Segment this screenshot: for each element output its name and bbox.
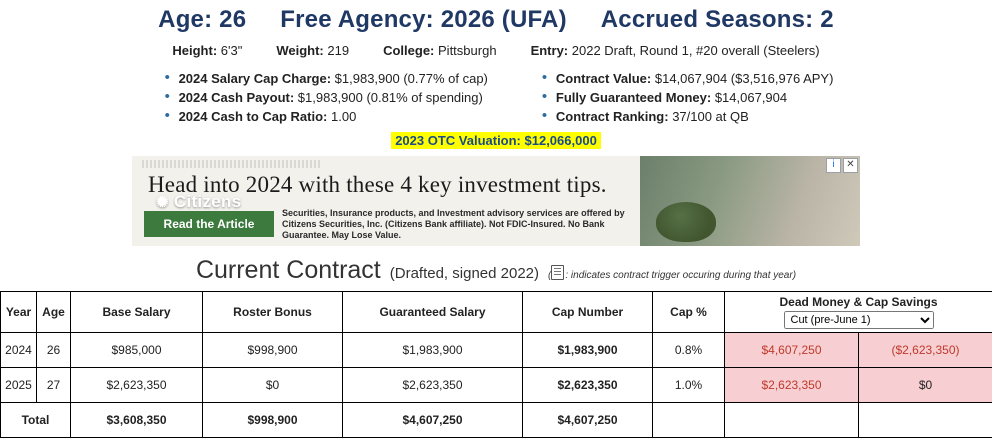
stat-accrued-seasons — [601, 6, 834, 34]
ad-cta-button[interactable]: Read the Article — [144, 211, 274, 237]
column-header-roster-bonus: Roster Bonus — [203, 292, 343, 333]
citizens-logo-icon: ✺ — [156, 193, 169, 211]
cell-cap-pct: 1.0% — [653, 368, 725, 403]
detail-entry — [531, 43, 820, 58]
cell-total-base-salary: $3,608,350 — [71, 403, 203, 438]
ad-disclaimer: Securities, Insurance products, and Investment advisory services are offered by Citizens Securities, Inc. (Citizens Bank affiliate). Not FDIC-Insured. No Bank Guarantee. May Lose Value. — [282, 208, 632, 241]
detail-height-value: 6'3" — [221, 43, 243, 58]
column-header-age: Age — [37, 292, 71, 333]
trigger-note: ( : indicates contract trigger occuring during that year) — [548, 265, 796, 281]
column-header-guaranteed-salary: Guaranteed Salary — [343, 292, 523, 333]
cell-total-label: Total — [1, 403, 71, 438]
cell-total-roster-bonus: $998,900 — [203, 403, 343, 438]
ad-headline: Head into 2024 with these 4 key investment tips. — [148, 172, 628, 198]
cell-total-dead-money — [725, 403, 859, 438]
bullets-right — [536, 69, 834, 126]
cell-guaranteed-salary: $2,623,350 — [343, 368, 523, 403]
bullet-cash-payout-label: 2024 Cash Payout: — [179, 90, 295, 105]
ad-brand-name: Citizens — [174, 192, 242, 211]
player-summary — [0, 0, 992, 58]
bullet-guaranteed-money — [554, 88, 834, 107]
bullet-contract-ranking-value: 37/100 at QB — [672, 109, 749, 124]
column-header-cap-pct: Cap % — [653, 292, 725, 333]
detail-entry-value: 2022 Draft, Round 1, #20 overall (Steelers) — [572, 43, 820, 58]
cell-age: 26 — [37, 333, 71, 368]
stat-free-agency — [280, 6, 566, 34]
ad-choices-controls[interactable] — [826, 158, 858, 173]
cell-cap-savings: $0 — [859, 368, 992, 403]
bullet-cap-charge-value: $1,983,900 (0.77% of cap) — [335, 71, 488, 86]
stat-accrued-seasons-value: 2 — [820, 6, 834, 33]
detail-weight-value: 219 — [327, 43, 349, 58]
table-total-row — [1, 403, 992, 438]
cell-total-cap-number: $4,607,250 — [523, 403, 653, 438]
cell-dead-money: $2,623,350 — [725, 368, 859, 403]
bullet-contract-value-value: $14,067,904 ($3,516,976 APY) — [655, 71, 834, 86]
headline-stats — [0, 6, 992, 34]
cell-cap-number: $1,983,900 — [523, 333, 653, 368]
detail-weight-label: Weight: — [276, 43, 323, 58]
cell-roster-bonus: $0 — [203, 368, 343, 403]
contract-trigger-icon — [551, 265, 564, 280]
table-row — [1, 333, 992, 368]
bullet-cash-payout — [177, 88, 488, 107]
bullet-guaranteed-money-value: $14,067,904 — [715, 90, 787, 105]
ad-decorative-rule — [142, 160, 322, 168]
detail-height — [172, 43, 242, 58]
bullets-left — [159, 69, 488, 126]
cell-total-cap-savings — [859, 403, 992, 438]
cell-cap-number: $2,623,350 — [523, 368, 653, 403]
column-header-cap-number: Cap Number — [523, 292, 653, 333]
table-header-row — [1, 292, 992, 333]
stat-accrued-seasons-label: Accrued Seasons: — [601, 6, 814, 33]
contract-table — [0, 291, 992, 438]
detail-entry-label: Entry: — [531, 43, 569, 58]
detail-college — [383, 43, 496, 58]
contract-bullets — [0, 69, 992, 126]
bullet-cash-payout-value: $1,983,900 (0.81% of spending) — [298, 90, 483, 105]
player-details — [0, 43, 992, 58]
contract-title: Current Contract — [196, 256, 381, 285]
cell-age: 27 — [37, 368, 71, 403]
contract-subtitle: (Drafted, signed 2022) — [390, 265, 539, 282]
trigger-note-text: : indicates contract trigger occuring during that year) — [565, 270, 796, 281]
detail-height-label: Height: — [172, 43, 217, 58]
bullet-cap-charge-label: 2024 Salary Cap Charge: — [179, 71, 331, 86]
bullet-cash-to-cap-label: 2024 Cash to Cap Ratio: — [179, 109, 328, 124]
cell-roster-bonus: $998,900 — [203, 333, 343, 368]
valuation-row — [0, 132, 992, 150]
advertisement-banner[interactable] — [132, 156, 860, 246]
bullet-cap-charge — [177, 69, 488, 88]
stat-free-agency-value: 2026 (UFA) — [441, 6, 567, 33]
cell-cap-savings: ($2,623,350) — [859, 333, 992, 368]
bullet-guaranteed-money-label: Fully Guaranteed Money: — [556, 90, 711, 105]
column-header-dead-money — [725, 292, 992, 333]
cell-base-salary: $985,000 — [71, 333, 203, 368]
bullet-cash-to-cap — [177, 107, 488, 126]
ad-brand-logo — [156, 192, 241, 212]
dead-money-title: Dead Money & Cap Savings — [725, 295, 992, 309]
bullet-cash-to-cap-value: 1.00 — [331, 109, 356, 124]
ad-info-icon[interactable]: i — [826, 158, 841, 173]
detail-weight — [276, 43, 349, 58]
cell-base-salary: $2,623,350 — [71, 368, 203, 403]
cell-dead-money: $4,607,250 — [725, 333, 859, 368]
table-row — [1, 368, 992, 403]
stat-age-label: Age: — [158, 6, 212, 33]
stat-age-value: 26 — [219, 6, 246, 33]
detail-college-value: Pittsburgh — [438, 43, 497, 58]
cut-scenario-select[interactable] — [784, 311, 934, 329]
cell-guaranteed-salary: $1,983,900 — [343, 333, 523, 368]
cell-total-cap-pct — [653, 403, 725, 438]
detail-college-label: College: — [383, 43, 434, 58]
bullet-contract-value — [554, 69, 834, 88]
bullet-contract-ranking — [554, 107, 834, 126]
bullet-contract-value-label: Contract Value: — [556, 71, 651, 86]
cell-cap-pct: 0.8% — [653, 333, 725, 368]
cell-year: 2025 — [1, 368, 37, 403]
column-header-base-salary: Base Salary — [71, 292, 203, 333]
stat-free-agency-label: Free Agency: — [280, 6, 434, 33]
stat-age — [158, 6, 246, 34]
cell-total-guaranteed-salary: $4,607,250 — [343, 403, 523, 438]
column-header-year: Year — [1, 292, 37, 333]
contract-header — [0, 256, 992, 285]
cell-year: 2024 — [1, 333, 37, 368]
bullet-contract-ranking-label: Contract Ranking: — [556, 109, 669, 124]
otc-valuation-badge: 2023 OTC Valuation: $12,066,000 — [391, 132, 601, 149]
ad-close-icon[interactable]: ✕ — [843, 158, 858, 173]
